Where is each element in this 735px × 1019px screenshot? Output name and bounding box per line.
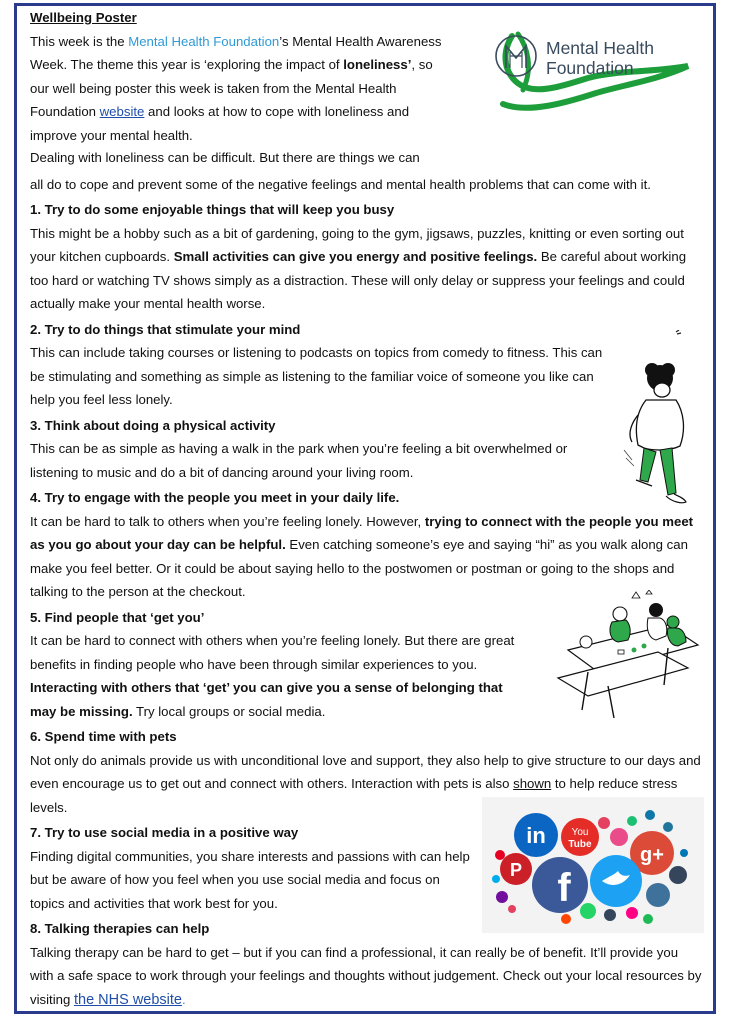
section-3-heading: 3. Think about doing a physical activity xyxy=(30,417,276,433)
section-8-text: Talking therapy can be hard to get – but if you can find a professional, it can really be of benefit. It’ll provide you with a safe space to work through your feelings and thoughts without judgement. Check out your local resources by visiting the NHS website. xyxy=(30,944,702,1008)
picnic-group-illustration xyxy=(548,590,708,720)
section-7-heading: 7. Try to use social media in a positive way xyxy=(30,825,299,840)
mental-health-foundation-link[interactable]: Mental Health Foundation xyxy=(128,33,280,49)
section-4-text: It can be hard to talk to others when you’re feeling lonely. However, trying to connect with the people you meet as you go about your day can be helpful. Even catching someone’s eye and saying “hi” as you walk along can make you feel better. Or it could be about saying hello to the postwomen or postman or going to the shops and talking to the person at the checkout. xyxy=(30,513,694,599)
social-media-icons-image xyxy=(482,797,704,933)
dealing-line-2: all do to cope and prevent some of the negative feelings and mental health problems that can come with it. xyxy=(30,176,651,192)
nhs-website-link[interactable]: the NHS website xyxy=(73,991,182,1008)
intro-paragraph: This week is the Mental Health Foundation’s Mental Health Awareness Week. The theme this year is ‘exploring the impact of loneliness’, so our well being poster this week is taken from the Mental Health Foundation website and looks at how to cope with loneliness and improve your mental health. xyxy=(30,33,442,143)
section-6-text: Not only do animals provide us with unconditional love and support, they also help to give structure to our days and even encourage us to get out and connect with others. Interaction with pets is also shown to help reduce stress levels. xyxy=(30,752,701,815)
instagram-icon xyxy=(646,883,670,907)
logo-text: Mental Health Foundation xyxy=(546,38,654,78)
section-7-text: Finding digital communities, you share interests and passions with can help but be aware of how you feel when you use social media and focus on topics and activities that work best for you. xyxy=(30,848,470,911)
whatsapp-icon xyxy=(580,903,596,919)
svg-text:g+: g+ xyxy=(640,844,664,866)
dealing-line-1: Dealing with loneliness can be difficult. But there are things we can xyxy=(30,150,420,165)
svg-text:Tube: Tube xyxy=(568,839,592,850)
section-1-text: This might be a hobby such as a bit of gardening, going to the gym, jigsaws, puzzles, knitting or even sorting out your kitchen cupboards. Small activities can give you energy and positive feelings. Be careful about working too hard or watching TV shows simply as a distraction. These will only delay or suppress your feelings and could actually make your mental health worse. xyxy=(30,225,687,311)
svg-text:You: You xyxy=(571,827,589,838)
svg-text:f: f xyxy=(557,866,571,910)
section-5-heading: 5. Find people that ‘get you’ xyxy=(30,609,205,625)
section-2-text: This can include taking courses or listening to podcasts on topics from comedy to fitness. This can be stimulating and something as simple as listening to the familiar voice of someone you like can help you feel less lonely. xyxy=(30,345,603,407)
section-4-heading: 4. Try to engage with the people you meet in your daily life. xyxy=(30,490,400,505)
svg-text:P: P xyxy=(509,860,523,880)
shown-link[interactable]: shown xyxy=(513,776,552,791)
tumblr-icon xyxy=(669,866,687,884)
section-8-heading: 8. Talking therapies can help xyxy=(30,921,210,936)
section-3-text: This can be as simple as having a walk in the park when you’re feeling a bit overwhelmed or listening to music and do a bit of dancing around your living room. xyxy=(30,441,568,480)
section-2-heading: 2. Try to do things that stimulate your mind xyxy=(30,321,301,337)
website-link[interactable]: website xyxy=(99,104,145,119)
section-1-heading: 1. Try to do some enjoyable things that will keep you busy xyxy=(30,202,395,217)
mental-health-foundation-logo xyxy=(488,28,703,116)
dribbble-icon xyxy=(610,828,628,846)
section-6-heading: 6. Spend time with pets xyxy=(30,729,177,744)
poster-title: Wellbeing Poster xyxy=(30,10,137,25)
svg-text:in: in xyxy=(526,823,546,848)
section-5-text: It can be hard to connect with others when you’re feeling lonely. But there are great benefits in finding people who have been through similar experiences to you. Interacting with others that ‘get’ you can give you a sense of belonging that may be missing. Try local groups or social media. xyxy=(30,633,515,719)
walking-person-illustration xyxy=(610,330,710,515)
